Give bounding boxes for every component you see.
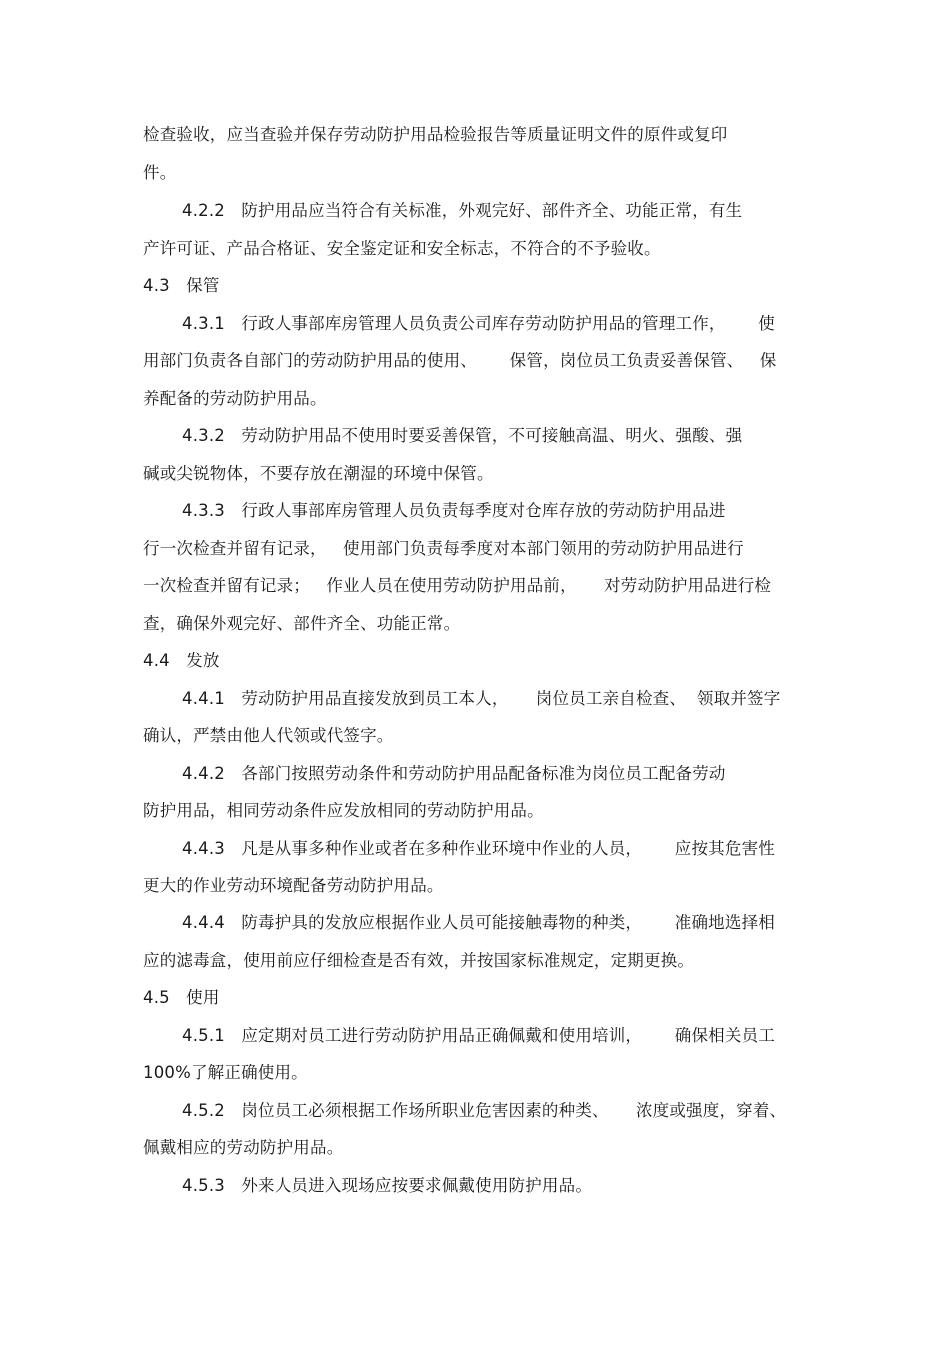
text-line: 4.4.2 各部门按照劳动条件和劳动防护用品配备标准为岗位员工配备劳动 xyxy=(182,764,726,783)
text-line: 4.2.2 防护用品应当符合有关标准，外观完好、部件齐全、功能正常，有生 xyxy=(182,201,743,220)
text-line: 件。 xyxy=(143,163,177,182)
text-line: 防护用品，相同劳动条件应发放相同的劳动防护用品。 xyxy=(143,801,544,820)
text-line: 100%了解正确使用。 xyxy=(143,1063,308,1082)
text-line: 4.4.4 防毒护具的发放应根据作业人员可能接触毒物的种类， 准确地选择相 xyxy=(182,913,775,932)
text-line: 确认，严禁由他人代领或代签字。 xyxy=(143,726,394,745)
text-line: 碱或尖锐物体，不要存放在潮湿的环境中保管。 xyxy=(143,464,494,483)
text-line: 一次检查并留有记录； 作业人员在使用劳动防护用品前， 对劳动防护用品进行检 xyxy=(143,576,772,595)
text-line: 4.3.2 劳动防护用品不使用时要妥善保管，不可接触高温、明火、强酸、强 xyxy=(182,426,743,445)
text-line: 应的滤毒盒，使用前应仔细检查是否有效，并按国家标准规定，定期更换。 xyxy=(143,951,695,970)
text-line: 4.4.1 劳动防护用品直接发放到员工本人， 岗位员工亲自检查、 领取并签字 xyxy=(182,689,781,708)
text-line: 4.4.3 凡是从事多种作业或者在多种作业环境中作业的人员， 应按其危害性 xyxy=(182,839,775,858)
text-line: 产许可证、产品合格证、安全鉴定证和安全标志，不符合的不予验收。 xyxy=(143,239,661,258)
text-line: 用部门负责各自部门的劳动防护用品的使用、 保管，岗位员工负责妥善保管、 保 xyxy=(143,351,777,370)
section-heading: 4.5 使用 xyxy=(143,988,220,1007)
text-line: 佩戴相应的劳动防护用品。 xyxy=(143,1138,344,1157)
text-line: 4.5.2 岗位员工必须根据工作场所职业危害因素的种类、 浓度或强度，穿着、 xyxy=(182,1101,787,1120)
section-heading: 4.3 保管 xyxy=(143,276,220,295)
text-line: 4.3.3 行政人事部库房管理人员负责每季度对仓库存放的劳动防护用品进 xyxy=(182,501,726,520)
section-heading: 4.4 发放 xyxy=(143,651,220,670)
text-line: 4.3.1 行政人事部库房管理人员负责公司库存劳动防护用品的管理工作， 使 xyxy=(182,314,775,333)
text-line: 养配备的劳动防护用品。 xyxy=(143,389,327,408)
text-line: 查，确保外观完好、部件齐全、功能正常。 xyxy=(143,614,461,633)
text-line: 行一次检查并留有记录， 使用部门负责每季度对本部门领用的劳动防护用品进行 xyxy=(143,539,744,558)
text-line: 检查验收，应当查验并保存劳动防护用品检验报告等质量证明文件的原件或复印 xyxy=(143,125,728,144)
text-line: 更大的作业劳动环境配备劳动防护用品。 xyxy=(143,876,444,895)
text-line: 4.5.3 外来人员进入现场应按要求佩戴使用防护用品。 xyxy=(182,1176,593,1195)
text-line: 4.5.1 应定期对员工进行劳动防护用品正确佩戴和使用培训， 确保相关员工 xyxy=(182,1026,775,1045)
